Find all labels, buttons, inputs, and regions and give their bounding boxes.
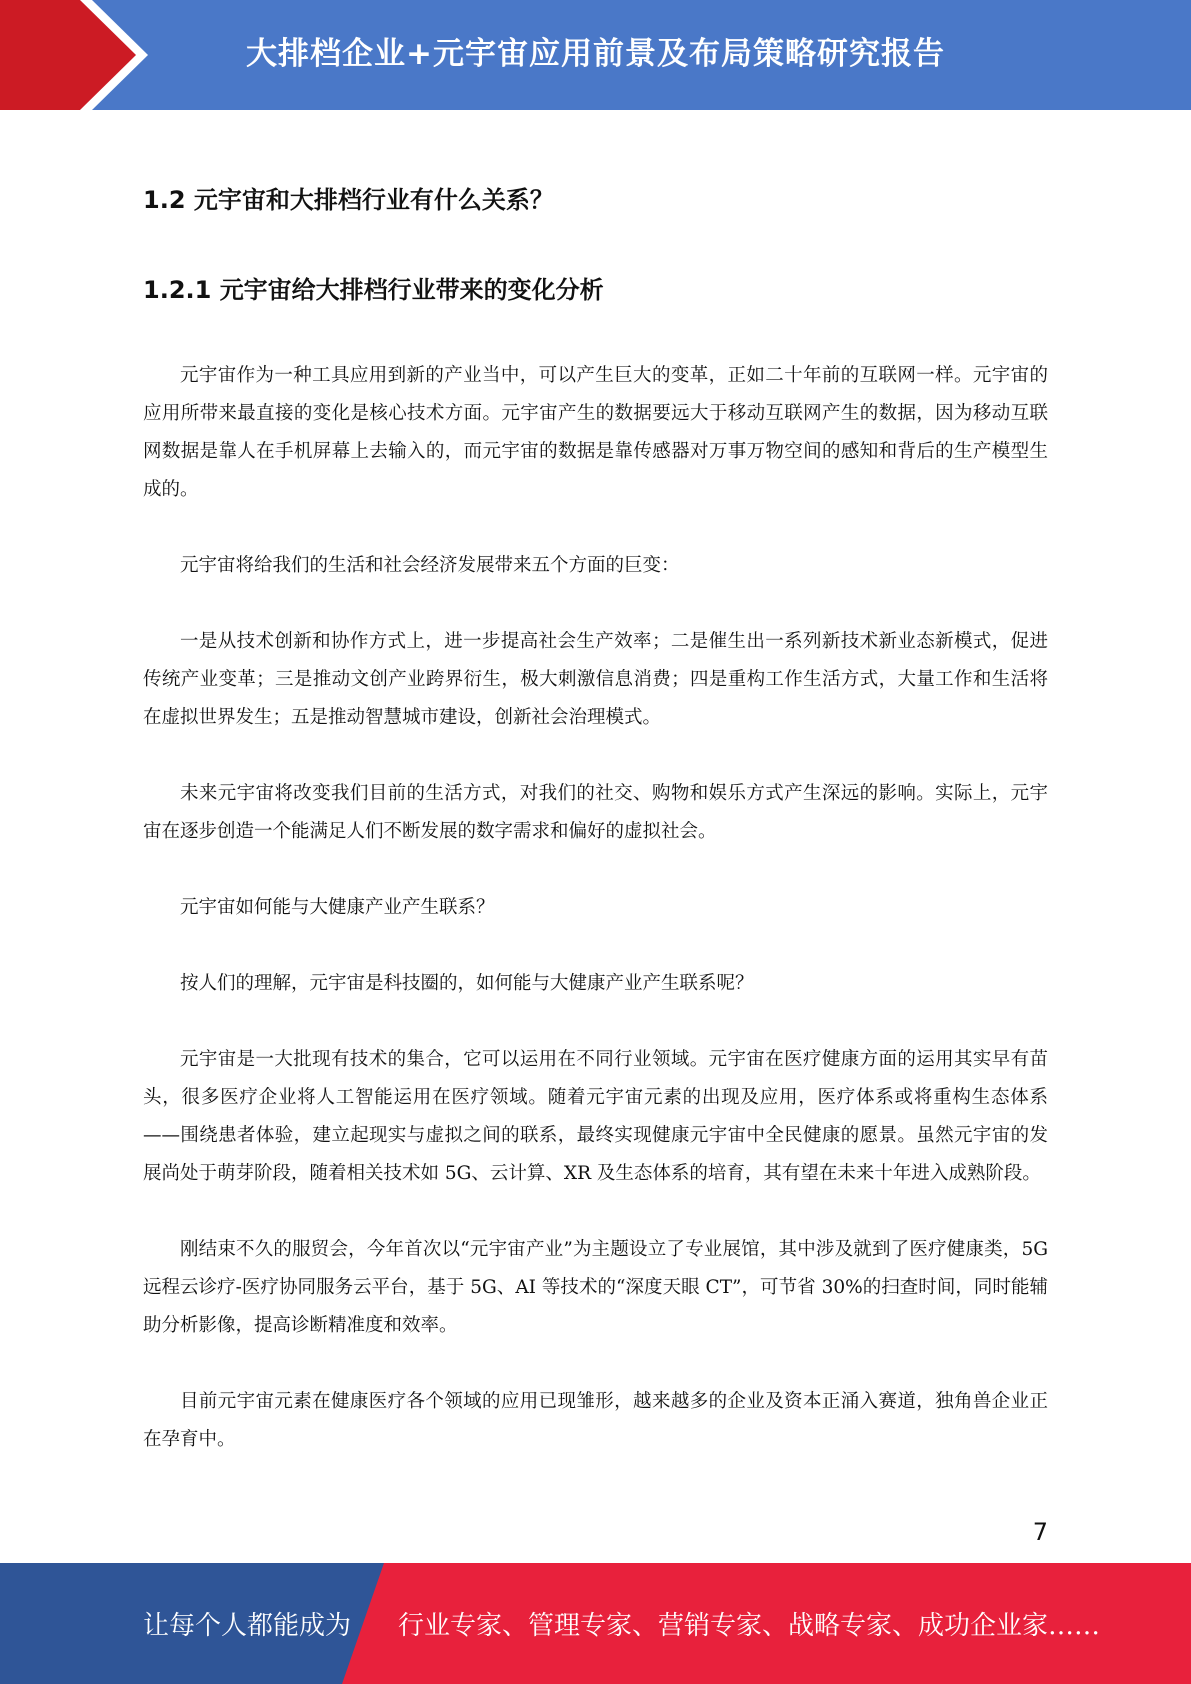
page-number: 7 (1032, 1518, 1048, 1546)
header-arrow-decoration (0, 0, 160, 110)
paragraph: 目前元宇宙元素在健康医疗各个领域的应用已现雏形，越来越多的企业及资本正涌入赛道，独角兽企业正在孕育中。 (143, 1391, 1048, 1450)
paragraph: 按人们的理解，元宇宙是科技圈的，如何能与大健康产业产生联系呢？ (180, 973, 754, 994)
page-content (143, 178, 1048, 1497)
page-header (0, 0, 1191, 110)
paragraph: 元宇宙是一大批现有技术的集合，它可以运用在不同行业领域。元宇宙在医疗健康方面的运用其实早有苗头，很多医疗企业将人工智能运用在医疗领域。随着元宇宙元素的出现及应用，医疗体系或将重构生态体系——围绕患者体验，建立起现实与虚拟之间的联系，最终实现健康元宇宙中全民健康的愿景。虽然元宇宙的发展尚处于萌芽阶段，随着相关技术如 5G、云计算、XR 及生态体系的培育，其有望在未来十年进入成熟阶段。 (143, 1049, 1048, 1184)
subsection-heading: 1.2.1 元宇宙给大排档行业带来的变化分析 (143, 276, 604, 304)
section-heading: 1.2 元宇宙和大排档行业有什么关系？ (143, 186, 554, 214)
paragraph: 刚结束不久的服贸会，今年首次以“元宇宙产业”为主题设立了专业展馆，其中涉及就到了医疗健康类，5G 远程云诊疗-医疗协同服务云平台，基于 5G、AI 等技术的“深度天眼 CT”，可节省 30%的扫查时间，同时能辅助分析影像，提高诊断精准度和效率。 (143, 1239, 1048, 1336)
body-text (143, 357, 1048, 1459)
document-title: 大排档企业+元宇宙应用前景及布局策略研究报告 (246, 35, 945, 72)
paragraph: 元宇宙作为一种工具应用到新的产业当中，可以产生巨大的变革，正如二十年前的互联网一样。元宇宙的应用所带来最直接的变化是核心技术方面。元宇宙产生的数据要远大于移动互联网产生的数据，因为移动互联网数据是靠人在手机屏幕上去输入的，而元宇宙的数据是靠传感器对万事万物空间的感知和背后的生产模型生成的。 (143, 365, 1048, 500)
paragraph: 元宇宙如何能与大健康产业产生联系？ (180, 897, 495, 918)
paragraph: 未来元宇宙将改变我们目前的生活方式，对我们的社交、购物和娱乐方式产生深远的影响。实际上，元宇宙在逐步创造一个能满足人们不断发展的数字需求和偏好的虚拟社会。 (143, 783, 1048, 842)
footer-slogan-right: 行业专家、管理专家、营销专家、战略专家、成功企业家…… (398, 1611, 1101, 1641)
footer-slogan-left: 让每个人都能成为 (143, 1611, 352, 1641)
paragraph: 一是从技术创新和协作方式上，进一步提高社会生产效率；二是催生出一系列新技术新业态新模式，促进传统产业变革；三是推动文创产业跨界衍生，极大刺激信息消费；四是重构工作生活方式，大量工作和生活将在虚拟世界发生；五是推动智慧城市建设，创新社会治理模式。 (143, 631, 1048, 728)
paragraph: 元宇宙将给我们的生活和社会经济发展带来五个方面的巨变： (180, 555, 680, 576)
page-footer (0, 1563, 1191, 1684)
